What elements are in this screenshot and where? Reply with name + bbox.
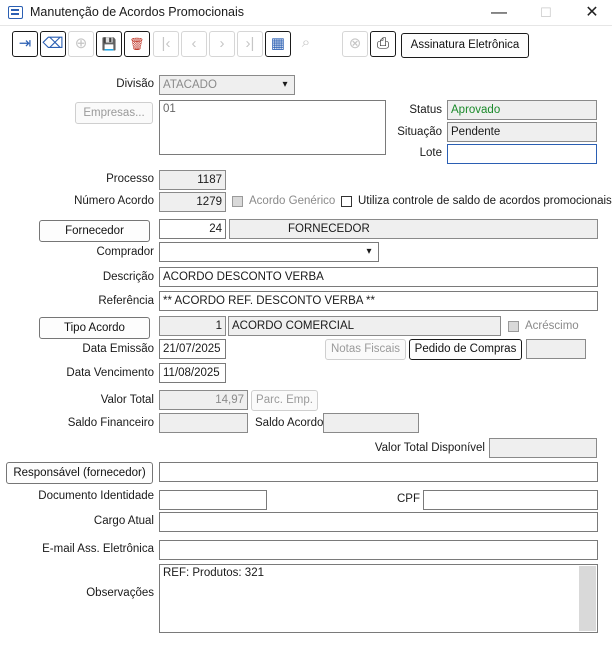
empresas-list[interactable]: 01 (159, 100, 386, 155)
acrescimo-checkbox (508, 321, 519, 332)
documento-identidade-input[interactable] (159, 490, 267, 510)
save-button[interactable] (96, 31, 122, 57)
saldo-acordo-field (323, 413, 419, 433)
first-record-button (153, 31, 179, 57)
cancel-icon: ⊗ (348, 35, 362, 52)
utiliza-controle-checkbox[interactable] (341, 196, 352, 207)
last-icon: ›| (245, 35, 255, 52)
processo-label: Processo (106, 173, 154, 185)
next-record-button (209, 31, 235, 57)
chevron-down-icon[interactable]: ▾ (366, 246, 372, 257)
processo-field: 1187 (159, 170, 226, 190)
chevron-down-icon[interactable]: ▾ (282, 79, 288, 90)
documento-identidade-label: Documento Identidade (38, 490, 154, 502)
valor-total-field: 14,97 (159, 390, 248, 410)
save-icon: 💾 (101, 37, 117, 51)
cargo-atual-input[interactable] (159, 512, 598, 532)
observacoes-textarea[interactable]: REF: Produtos: 321 (159, 564, 598, 633)
eraser-icon: ⌫ (42, 35, 64, 52)
last-record-button (237, 31, 263, 57)
saldo-financeiro-field (159, 413, 248, 433)
exit-button[interactable] (12, 31, 38, 57)
maximize-icon: ☐ (540, 5, 552, 20)
utiliza-controle-label: Utiliza controle de saldo de acordos promocionais (358, 195, 612, 207)
cargo-atual-label: Cargo Atual (93, 515, 154, 527)
window-title: Manutenção de Acordos Promocionais (30, 5, 245, 19)
data-vencimento-label: Data Vencimento (66, 367, 154, 379)
fornecedor-code-input[interactable]: 24 (159, 219, 226, 239)
numero-acordo-field: 1279 (159, 192, 226, 212)
saldo-financeiro-label: Saldo Financeiro (67, 417, 154, 429)
tipo-acordo-name-field: ACORDO COMERCIAL (228, 316, 501, 336)
previous-record-button (181, 31, 207, 57)
chevron-right-icon: › (219, 35, 225, 52)
lote-label: Lote (419, 147, 442, 159)
status-label: Status (409, 104, 442, 116)
print-button[interactable] (370, 31, 396, 57)
valor-total-label: Valor Total (100, 394, 154, 406)
grid-icon: ▦ (270, 35, 286, 52)
pedido-compras-field (526, 339, 586, 359)
responsavel-input[interactable] (159, 462, 598, 482)
comprador-label: Comprador (96, 246, 154, 258)
minimize-icon[interactable]: — (491, 4, 507, 21)
add-icon: ⊕ (74, 35, 88, 52)
data-emissao-input[interactable]: 21/07/2025 (159, 339, 226, 359)
status-field: Aprovado (447, 100, 597, 120)
cancel-button (342, 31, 368, 57)
responsavel-button[interactable]: Responsável (fornecedor) (6, 462, 153, 484)
signature-button[interactable]: Assinatura Eletrônica (401, 33, 529, 58)
grid-view-button[interactable] (265, 31, 291, 57)
divisao-label: Divisão (116, 78, 154, 90)
acordo-generico-checkbox (232, 196, 243, 207)
numero-acordo-label: Número Acordo (74, 195, 154, 207)
search-icon: ⌕ (301, 34, 311, 51)
data-emissao-label: Data Emissão (82, 343, 154, 355)
referencia-input[interactable]: ** ACORDO REF. DESCONTO VERBA ** (159, 291, 598, 311)
divisao-value: ATACADO (163, 79, 217, 91)
pedido-compras-button[interactable]: Pedido de Compras (409, 339, 522, 360)
referencia-label: Referência (98, 295, 154, 307)
notas-fiscais-button: Notas Fiscais (325, 339, 406, 360)
empresas-button[interactable]: Empresas... (75, 102, 153, 124)
cpf-input[interactable] (423, 490, 598, 510)
descricao-input[interactable]: ACORDO DESCONTO VERBA (159, 267, 598, 287)
data-vencimento-input[interactable]: 11/08/2025 (159, 363, 226, 383)
trash-icon: 🗑 (129, 37, 145, 51)
comprador-select[interactable] (159, 242, 379, 262)
fornecedor-button[interactable]: Fornecedor (39, 220, 150, 242)
tipo-acordo-button[interactable]: Tipo Acordo (39, 317, 150, 339)
add-button (68, 31, 94, 57)
saldo-acordo-label: Saldo Acordo (255, 417, 324, 429)
lote-input[interactable] (447, 144, 597, 164)
valor-total-disponivel-field (489, 438, 597, 458)
tipo-acordo-code-field: 1 (159, 316, 226, 336)
email-input[interactable] (159, 540, 598, 560)
close-icon[interactable]: ✕ (585, 4, 599, 21)
parc-emp-button: Parc. Emp. (251, 390, 318, 411)
observacoes-label: Observações (86, 587, 154, 599)
delete-button[interactable] (124, 31, 150, 57)
first-icon: |‹ (161, 35, 171, 52)
fornecedor-name-field: FORNECEDOR (229, 219, 598, 239)
divisao-select[interactable] (159, 75, 295, 95)
observacoes-scrollbar[interactable] (579, 566, 596, 631)
acrescimo-label: Acréscimo (525, 320, 579, 332)
situacao-field: Pendente (447, 122, 597, 142)
chevron-left-icon: ‹ (191, 35, 197, 52)
search-button (293, 31, 319, 57)
descricao-label: Descrição (102, 271, 154, 283)
app-window-icon (8, 6, 23, 19)
situacao-label: Situação (397, 126, 442, 138)
exit-icon: ⇥ (18, 35, 32, 52)
clear-button[interactable] (40, 31, 66, 57)
cpf-label: CPF (397, 493, 420, 505)
printer-icon: ⎙ (376, 35, 389, 52)
valor-total-disponivel-label: Valor Total Disponível (374, 442, 485, 454)
email-label: E-mail Ass. Eletrônica (42, 543, 154, 555)
acordo-generico-label: Acordo Genérico (249, 195, 336, 207)
